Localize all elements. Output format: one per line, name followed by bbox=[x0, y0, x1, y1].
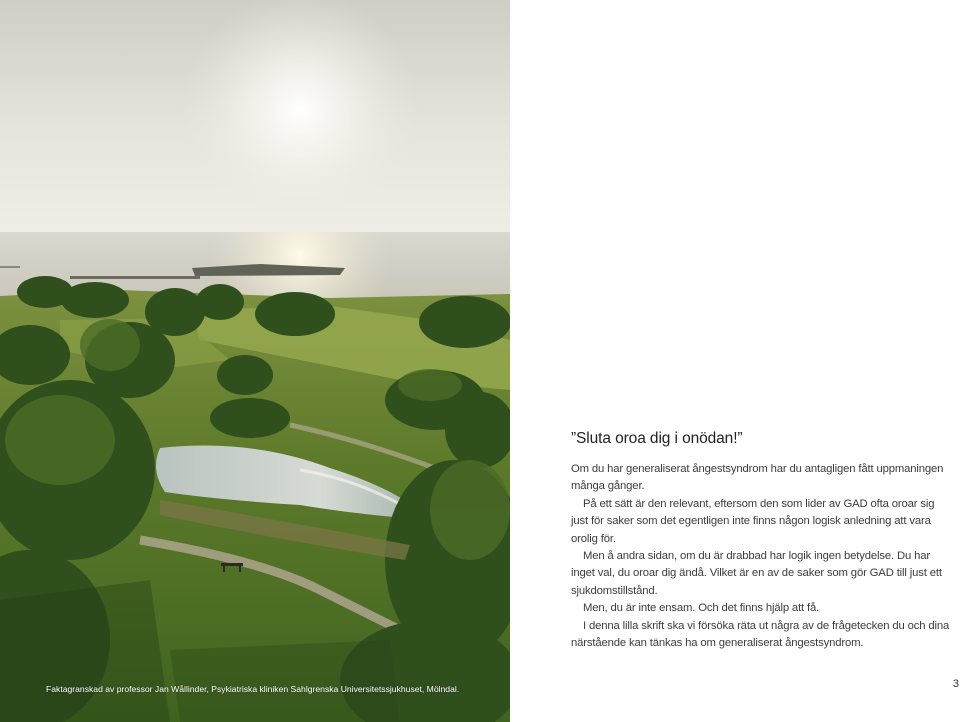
photo-caption: Faktagranskad av professor Jan Wållinder, Psykiatriska kliniken Sahlgrenska Universitetssjukhuset, Mölndal. bbox=[46, 684, 460, 694]
page-number: 3 bbox=[952, 678, 959, 690]
headline: ”Sluta oroa dig i onödan!” bbox=[571, 430, 743, 447]
paragraph: I denna lilla skrift ska vi försöka räta ut några av de frågetecken du och dina närstående kan tänkas ha om generaliserat ångestsyndrom. bbox=[571, 619, 950, 650]
paragraph: På ett sätt är den relevant, eftersom den som lider av GAD ofta oroar sig just för saker som det egentligen inte finns någon logisk anledning att vara orolig för. bbox=[571, 497, 935, 545]
article bbox=[571, 430, 951, 652]
paragraph: Om du har generaliserat ångestsyndrom har du antagligen fått uppmaningen många gånger. bbox=[571, 463, 944, 493]
paragraph: Men, du är inte ensam. Och det finns hjälp att få. bbox=[583, 602, 820, 615]
paragraph: Men å andra sidan, om du är drabbad har logik ingen betydelse. Du har inget val, du oroar dig ändå. Vilket är en av de saker som gör GAD till just ett sjukdomstillstånd. bbox=[571, 550, 942, 597]
